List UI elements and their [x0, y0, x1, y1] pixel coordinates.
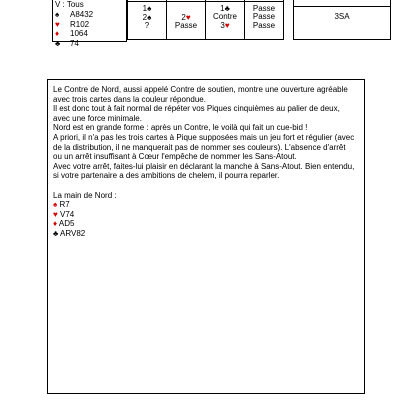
- hand-suit-row: [55, 29, 88, 39]
- hand-suit-row: [55, 10, 94, 20]
- comment-line: A priori, il n'a pas les trois cartes à Pique supposées mais un jeu fort et régulier (avec: [53, 132, 355, 142]
- spade-icon: ♠: [53, 200, 58, 210]
- comment-line: ou un arrêt insuffisant à Cœur l'empêche de nommer les Sans-Atout.: [53, 152, 297, 162]
- bid-column-west: [167, 5, 205, 31]
- diamond-icon: ♦: [55, 29, 60, 38]
- bid-call: 1♣: [220, 3, 230, 13]
- bid-call: Passe: [252, 3, 276, 13]
- north-hand-row: ♣ ARV82: [53, 228, 86, 238]
- club-icon: ♣: [53, 228, 59, 238]
- spade-icon: ♠: [55, 10, 60, 19]
- bid-call: 1♠: [142, 4, 152, 13]
- answer-value: 3SA: [334, 12, 350, 21]
- bid-call: 3♥: [220, 20, 230, 30]
- hand-suit-row: [55, 38, 79, 49]
- hand-box: [52, 0, 127, 48]
- club-icon: ♣: [55, 38, 61, 48]
- spade-icon: ♠: [147, 12, 152, 22]
- bid-call: 2♥: [181, 12, 191, 22]
- comment-line: Le Contre de Nord, aussi appelé Contre de soutien, montre une ouverture agréable: [53, 85, 348, 94]
- comment-line: avec une force minimale.: [53, 113, 142, 123]
- heart-icon: ♥: [224, 20, 230, 30]
- heart-icon: ♥: [55, 19, 60, 29]
- north-hand-title: La main de Nord :: [53, 190, 117, 200]
- hand-suit-row: [55, 19, 90, 30]
- bid-call: Contre: [212, 12, 237, 21]
- divider: [294, 6, 390, 7]
- bidding-table: [127, 0, 284, 40]
- commentary-box: [47, 79, 365, 394]
- heart-icon: ♥: [185, 12, 191, 22]
- vulnerability-label: V : Tous: [55, 0, 84, 9]
- comment-line: Nord est en grande forme : après un Contre, le voilà qui fait un cue-bid !: [53, 123, 308, 133]
- bid-call: Passe: [252, 12, 276, 21]
- bid-column-north: [206, 0, 244, 30]
- spade-icon: ♠: [147, 4, 152, 13]
- bid-column-south: [128, 5, 166, 31]
- hand-cards: 1064: [70, 29, 88, 38]
- heart-icon: ♥: [53, 209, 58, 219]
- answer-box: [293, 0, 391, 40]
- diamond-icon: ♦: [53, 219, 58, 229]
- bid-call: 2♠: [142, 12, 152, 22]
- comment-line: Avec votre arrêt, faites-lui plaisir en déclarant la manche à Sans-Atout. Bien entendu,: [53, 161, 355, 171]
- comment-line: de la distribution, il ne manquerait pas de nommer ses couleurs). L'absence d'arrêt: [53, 142, 346, 152]
- hand-cards: A8432: [70, 10, 94, 19]
- comment-line: avec trois cartes dans la couleur répondue.: [53, 94, 206, 104]
- hand-cards: R102: [70, 19, 90, 29]
- north-hand-row: ♥ V74: [53, 209, 75, 219]
- north-hand-row: ♠ R7: [53, 200, 70, 210]
- comment-line: si votre partenaire a des ambitions de chelem, il pourra reparler.: [53, 171, 280, 181]
- bid-call: Passe: [252, 20, 276, 30]
- bid-column-east: [245, 0, 283, 30]
- club-icon: ♣: [224, 3, 230, 13]
- hand-cards: 74: [70, 38, 79, 48]
- north-hand-row: ♦ AD5: [53, 219, 75, 229]
- bid-call: Passe: [174, 21, 198, 30]
- bid-call: ?: [144, 21, 150, 30]
- comment-line: Il est donc tout à fait normal de répéter vos Piques cinquièmes au palier de deux,: [53, 104, 340, 114]
